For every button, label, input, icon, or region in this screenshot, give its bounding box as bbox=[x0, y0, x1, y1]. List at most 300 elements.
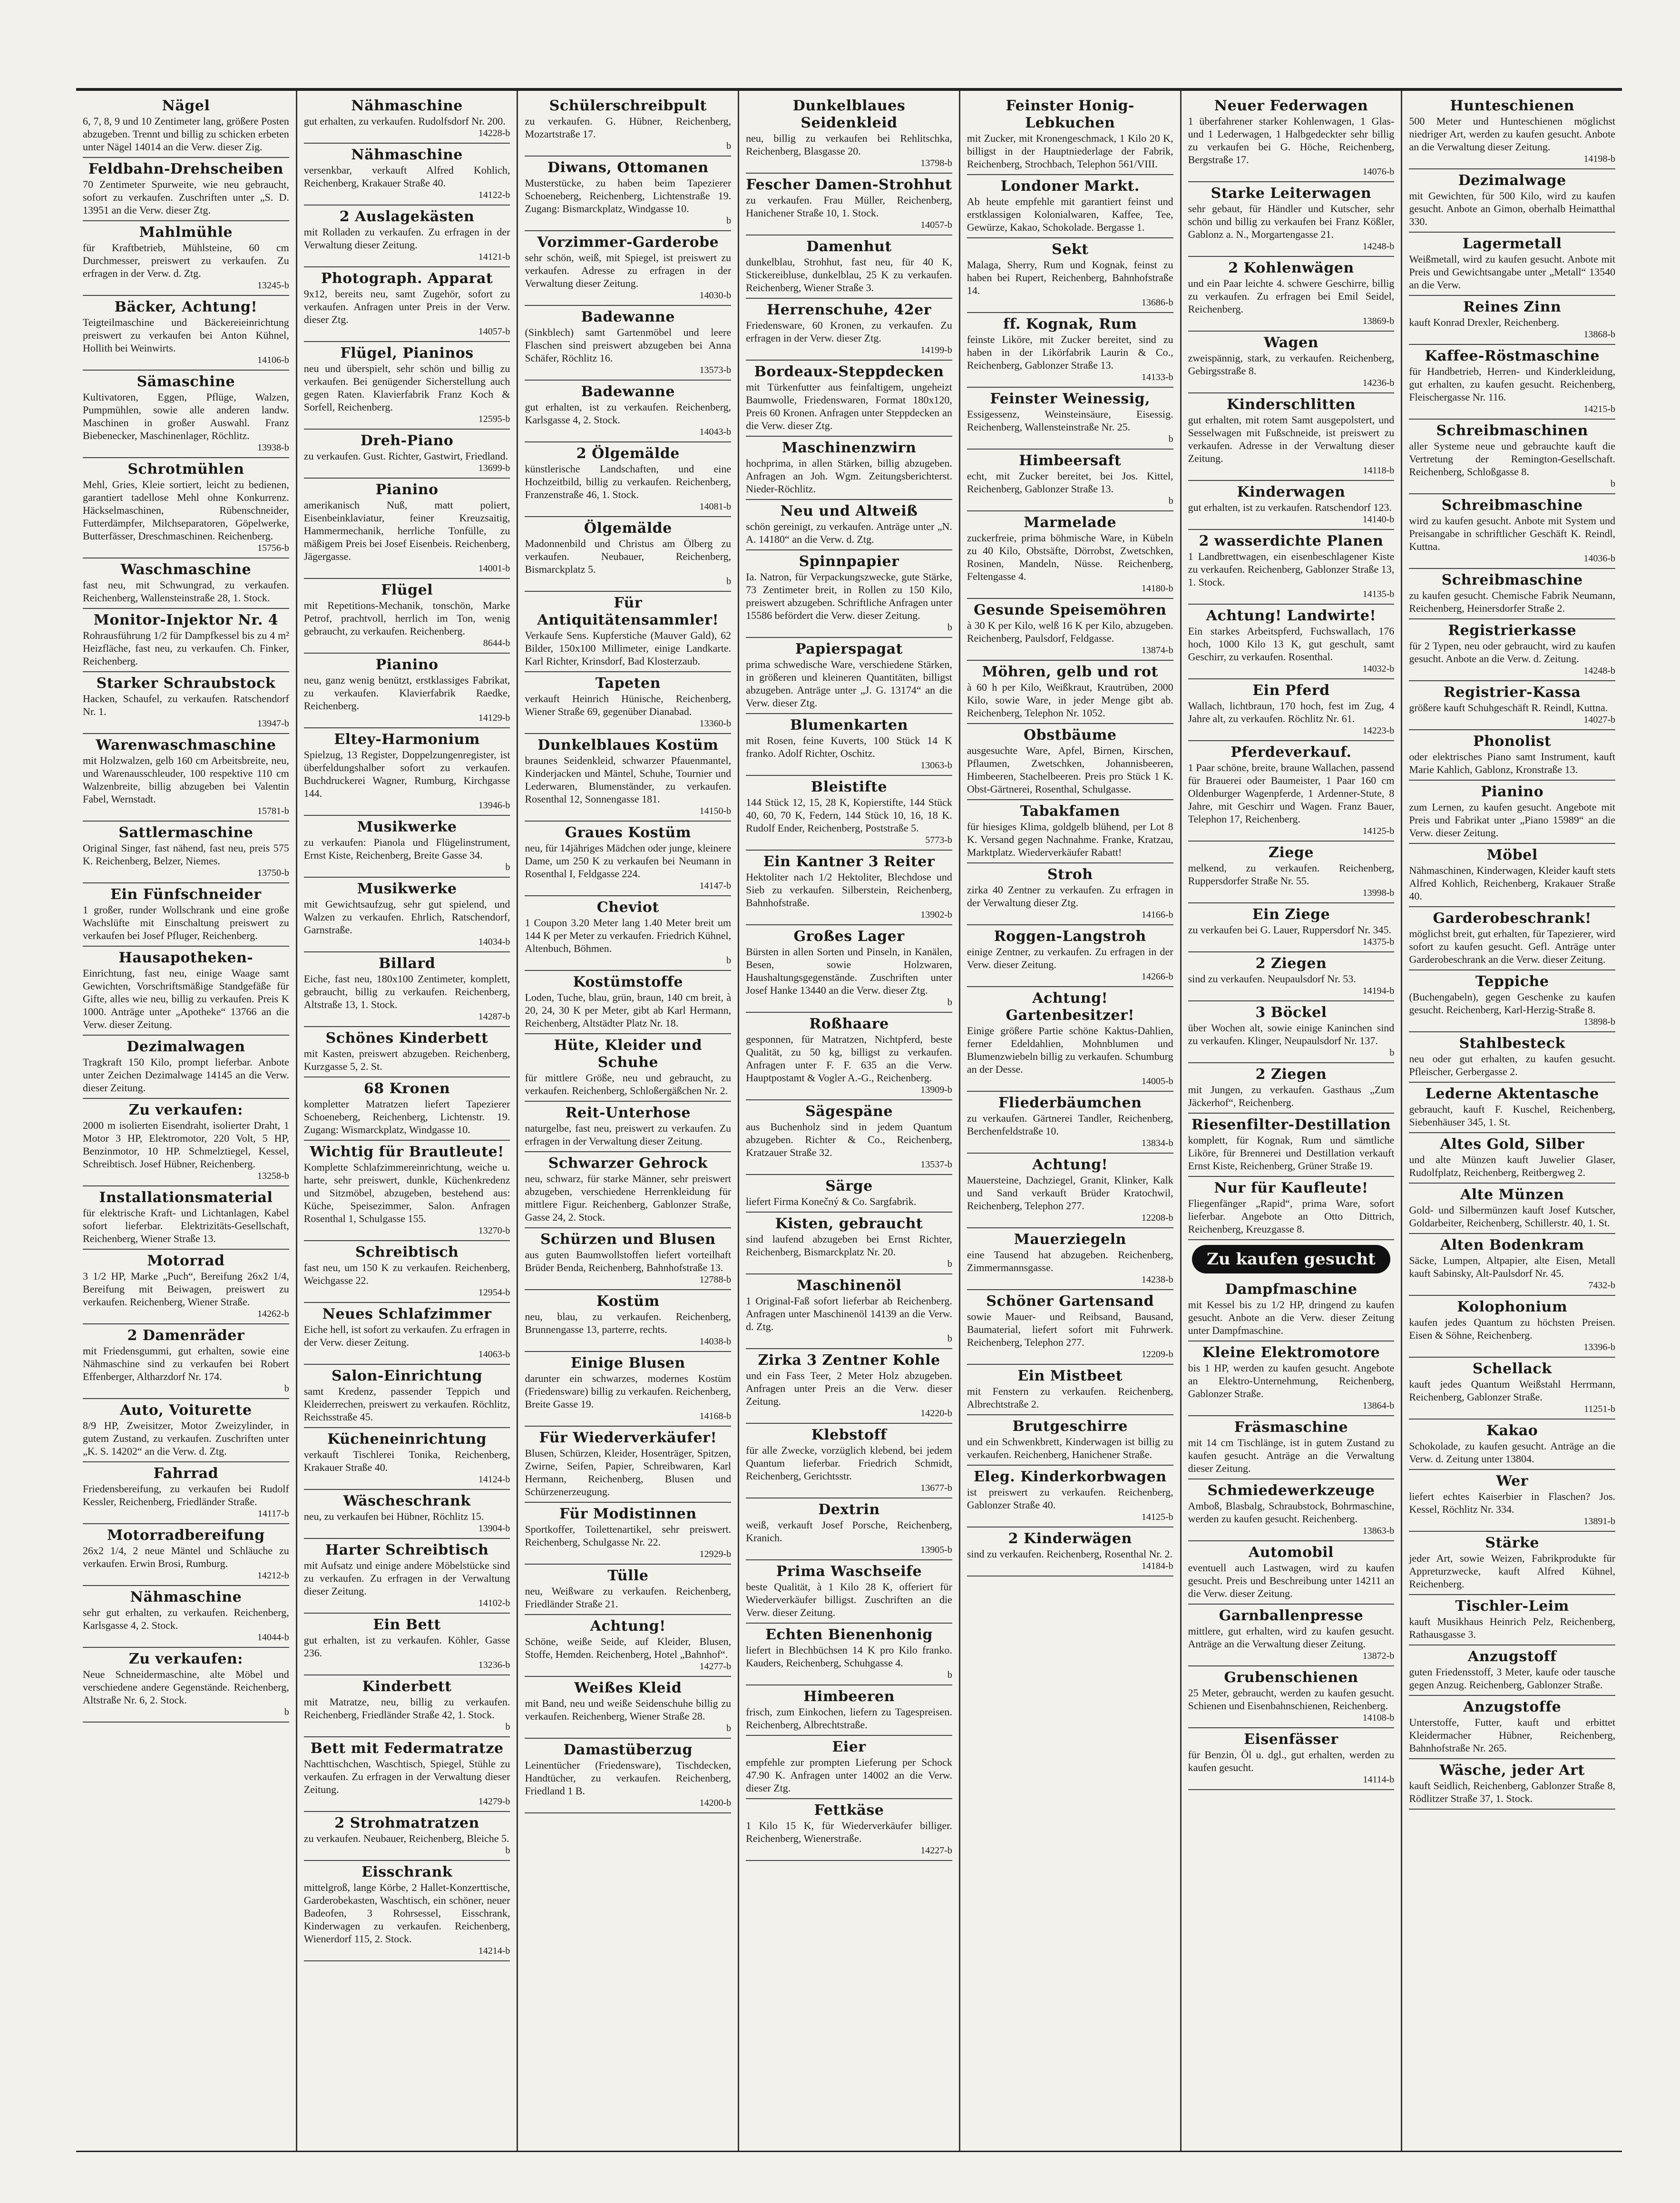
ad-reference-number: b bbox=[947, 1670, 952, 1680]
ad-body: eventuell auch Lastwagen, wird zu kaufen gesucht. Preis und Beschreibung unter 14211 an die Verw. dieser Zeitung. bbox=[1188, 1562, 1395, 1599]
ad-reference-number: 13245-b bbox=[257, 280, 289, 291]
classified-ad bbox=[967, 388, 1173, 450]
ad-title: Kakao bbox=[1486, 1422, 1538, 1439]
ad-body: mittlere, gut erhalten, wird zu kaufen gesucht. Anträge an die Verwaltung dieser Zeitung. bbox=[1188, 1625, 1395, 1650]
ad-reference-number: b bbox=[726, 141, 732, 151]
classified-ad bbox=[1409, 1032, 1615, 1083]
ad-title: Fettkäse bbox=[814, 1802, 884, 1819]
classified-ad bbox=[746, 1799, 952, 1861]
ad-title: Stroh bbox=[1047, 866, 1093, 883]
ad-body: mit Matratze, neu, billig zu verkaufen. Reichenberg, Friedländer Straße 42, 1. Stock. bbox=[303, 1696, 510, 1721]
ad-body: echt, mit Zucker bereitet, bei Jos. Kittel, Reichenberg, Gablonzer Straße 13. bbox=[967, 470, 1173, 495]
ad-title: Anzugstoff bbox=[1467, 1648, 1557, 1665]
ad-reference-number: 14036-b bbox=[1583, 553, 1616, 564]
ad-reference-number: b bbox=[947, 1333, 952, 1344]
classified-ad bbox=[525, 306, 731, 381]
ad-body: Schokolade, zu kaufen gesucht. Anträge an die Verw. d. Zeitung unter 13804. bbox=[1409, 1440, 1616, 1465]
ad-body: Weißmetall, wird zu kaufen gesucht. Anbote mit Preis und Gewichtsangabe unter „Metall“ 13540 an die Verw. bbox=[1409, 253, 1616, 291]
ad-title: Garderobeschrank! bbox=[1433, 910, 1592, 927]
ad-title: Fescher Damen-Strohhut bbox=[746, 176, 952, 193]
classified-ad bbox=[967, 450, 1173, 511]
classified-ad bbox=[304, 1490, 510, 1539]
ad-reference-number: 14106-b bbox=[257, 355, 289, 365]
ad-title: Badewanne bbox=[581, 309, 675, 325]
classified-ad bbox=[1409, 233, 1615, 296]
ad-reference-number: 14200-b bbox=[699, 1798, 732, 1808]
ad-title: Motorradbereifung bbox=[107, 1527, 265, 1544]
ad-reference-number: 14063-b bbox=[478, 1349, 510, 1360]
classified-ad bbox=[1188, 393, 1395, 481]
ad-body: kauft Seidlich, Reichenberg, Gablonzer Straße 8, Rödlitzer Straße 37, 1. Stock. bbox=[1409, 1780, 1616, 1804]
classified-ad bbox=[967, 599, 1173, 661]
classified-ad bbox=[525, 1034, 731, 1102]
ad-title: 2 Ölgemälde bbox=[576, 445, 680, 462]
ad-reference-number: 13874-b bbox=[1141, 645, 1173, 656]
ad-title: Achtung! Gartenbesitzer! bbox=[1006, 990, 1134, 1024]
ad-body: 1 Coupon 3.20 Meter lang 1.40 Meter breit um 144 K per Meter zu verkaufen. Friedrich Kühnel, Altenbuch, Böhmen. bbox=[525, 917, 732, 954]
ad-reference-number: b bbox=[726, 576, 732, 587]
classified-ad bbox=[304, 479, 510, 579]
ad-body: Ab heute empfehle mit garantiert feinst und erstklassigen Kolonialwaren, Kaffee, Tee, Gewürze, Kakao, Schokolade. Bergasse 1. bbox=[967, 196, 1173, 233]
ad-body: versenkbar, verkauft Alfred Kohlich, Reichenberg, Krakauer Straße 40. bbox=[303, 164, 510, 189]
ad-title: Lagermetall bbox=[1462, 235, 1562, 252]
ad-body: und ein Schwenkbrett, Kinderwagen ist billig zu verkaufen. Reichenberg, Hanichener Straße. bbox=[967, 1436, 1173, 1460]
ad-body: Hacken, Schaufel, zu verkaufen. Ratschendorf Nr. 1. bbox=[83, 693, 289, 717]
ad-title: Achtung! bbox=[590, 1618, 666, 1635]
ad-body: mittelgroß, lange Körbe, 2 Hallet-Konzerttische, Garderobekasten, Waschtisch, ein schöner, neuer Badeofen, 3 Rohrsessel, Eisschrank, Kinderwagen zu verkaufen. Reichenberg, Wienerdorf 115, 2. Stock. bbox=[303, 1881, 510, 1945]
ad-reference-number: 14248-b bbox=[1362, 241, 1395, 252]
ad-body: 1 Kilo 15 K, für Wiederverkäufer billiger. Reichenberg, Wienerstraße. bbox=[746, 1820, 952, 1844]
classified-ad bbox=[1188, 1416, 1395, 1479]
classified-ad bbox=[83, 822, 289, 883]
ad-title: Starke Leiterwagen bbox=[1211, 185, 1372, 202]
ad-reference-number: 13270-b bbox=[478, 1225, 510, 1236]
ad-title: Eltey-Harmonium bbox=[334, 731, 480, 748]
ad-body: jeder Art, sowie Weizen, Fabrikprodukte für Appreturzwecke, kauft Alfred Kühnel, Reichenberg. bbox=[1409, 1552, 1616, 1590]
classified-ad bbox=[1409, 296, 1615, 345]
ad-body: Nähmaschinen, Kinderwagen, Kleider kauft stets Alfred Kohlich, Reichenberg, Krakauer Straße 40. bbox=[1409, 864, 1616, 902]
ad-reference-number: 15756-b bbox=[257, 543, 289, 553]
classified-ad bbox=[304, 1365, 510, 1428]
classified-ad bbox=[1409, 730, 1615, 781]
classified-ad bbox=[746, 550, 952, 638]
ad-reference-number: 13902-b bbox=[920, 910, 952, 920]
ad-body: sehr gut erhalten, zu verkaufen. Reichenberg, Karlsgasse 4, 2. Stock. bbox=[83, 1606, 289, 1631]
classified-ad bbox=[83, 609, 289, 672]
ad-title: Schülerschreibpult bbox=[549, 98, 707, 114]
ad-title: Wäsche, jeder Art bbox=[1439, 1762, 1585, 1779]
classified-ad bbox=[1409, 1234, 1615, 1296]
classified-ad bbox=[967, 661, 1173, 724]
ad-body: 1 großer, runder Wollschrank und eine große Wachslüfte mit Einschaltung preiswert zu verkaufen bei Josef Pfluger, Reichenberg. bbox=[83, 904, 289, 941]
ad-reference-number: 11251-b bbox=[1584, 1404, 1616, 1414]
ad-title: Monitor-Injektor Nr. 4 bbox=[93, 612, 279, 628]
ad-title: Schöner Gartensand bbox=[986, 1293, 1154, 1310]
ad-body: wird zu kaufen gesucht. Anbote mit System und Preisangabe in schriftlicher Geschäft K. Reindl, Kuttna. bbox=[1409, 515, 1616, 552]
ad-body: neu, blau, zu verkaufen. Reichenberg, Brunnengasse 13, parterre, rechts. bbox=[525, 1311, 732, 1335]
ad-body: feinste Liköre, mit Zucker bereitet, sind zu haben in der Likörfabrik Laurin & Co., Reichenberg, Gablonzer Straße 13. bbox=[967, 333, 1173, 371]
classified-ad bbox=[525, 1503, 731, 1565]
ad-body: mit Holzwalzen, gelb 160 cm Arbeitsbreite, neu, und Warenausschleuder, 100 respektive 110 cm Walzenbreite, billig abzugeben bei Valentin Fabel, Wernstadt. bbox=[83, 754, 289, 805]
ad-title: Zirka 3 Zentner Kohle bbox=[758, 1352, 940, 1369]
ad-title: Ein Kantner 3 Reiter bbox=[763, 853, 935, 870]
ad-title: Installationsmaterial bbox=[99, 1189, 273, 1206]
ad-reference-number: 14034-b bbox=[478, 937, 510, 947]
classified-ad bbox=[967, 238, 1173, 313]
classified-ad bbox=[1409, 1420, 1615, 1470]
ad-body: schön gereinigt, zu verkaufen. Anträge unter „N. A. 14180“ an die Verw. d. Ztg. bbox=[746, 520, 952, 545]
ad-body: zum Lernen, zu kaufen gesucht. Angebote mit Preis und Fabrikat unter „Piano 15989“ an die Verw. dieser Zeitung. bbox=[1409, 801, 1616, 839]
ad-title: Sägespäne bbox=[805, 1103, 893, 1120]
ad-body: mit Kessel bis zu 1/2 HP, dringend zu kaufen gesucht. Anbote an die Verw. dieser Zeitung unter Dampfmaschine. bbox=[1188, 1299, 1395, 1336]
ad-body: eine Tausend hat abzugeben. Reichenberg, Zimmermannsgasse. bbox=[967, 1249, 1173, 1273]
classified-ad bbox=[304, 342, 510, 430]
ad-title: Dunkelblaues Seidenkleid bbox=[792, 98, 906, 131]
classified-ad bbox=[525, 381, 731, 442]
ad-title: Bordeaux-Steppdecken bbox=[754, 363, 944, 380]
ad-title: Tülle bbox=[607, 1567, 649, 1584]
ad-title: Mauerziegeln bbox=[1014, 1231, 1126, 1248]
classified-ad bbox=[967, 1228, 1173, 1290]
ad-title: Herrenschuhe, 42er bbox=[766, 302, 932, 318]
ad-title: Himbeeren bbox=[803, 1688, 895, 1705]
classified-ad bbox=[83, 1250, 289, 1324]
ad-body: Unterstoffe, Futter, kauft und erbittet Kleidermacher Hübner, Reichenberg, Bahnhofstraße Nr. 265. bbox=[1409, 1716, 1616, 1754]
classified-ad bbox=[746, 1349, 952, 1424]
ad-title: Eisschrank bbox=[361, 1864, 453, 1880]
ad-reference-number: 14266-b bbox=[1141, 971, 1173, 982]
ad-body: kauft jedes Quantum Weißstahl Herrmann, Reichenberg, Gablonzer Straße. bbox=[1409, 1378, 1616, 1403]
classified-ad bbox=[1409, 1358, 1615, 1420]
classified-ad bbox=[967, 1092, 1173, 1154]
classified-ad bbox=[1188, 95, 1395, 182]
ad-body: gut erhalten, mit rotem Samt ausgepolstert, und Sesselwagen mit Fußschneide, ist preiswert zu verkaufen. Adresse in der Verwaltung dieser Zeitung. bbox=[1188, 414, 1395, 464]
ad-body: neu, ganz wenig benützt, erstklassiges Fabrikat, zu verkaufen. Klavierfabrik Raedke, Reichenberg. bbox=[303, 674, 510, 712]
ad-reference-number: 14147-b bbox=[699, 881, 732, 891]
ad-body: 9x12, bereits neu, samt Zugehör, sofort zu verkaufen. Anfragen unter Preis in der Verw. dieser Ztg. bbox=[303, 288, 510, 325]
column-5 bbox=[960, 91, 1182, 2151]
ad-title: Papierspagat bbox=[795, 641, 903, 657]
ad-title: Ein Bett bbox=[373, 1616, 441, 1633]
classified-ad bbox=[967, 863, 1173, 925]
ad-body: künstlerische Landschaften, und eine Hochzeitbild, billig zu verkaufen. Reichenberg, Franzenstraße 46, 1. Stock. bbox=[525, 463, 732, 500]
classified-ad bbox=[1188, 1341, 1395, 1416]
ad-reference-number: 13360-b bbox=[699, 718, 732, 729]
classified-ad bbox=[746, 1013, 952, 1100]
ad-body: liefert Firma Konečný & Co. Sargfabrik. bbox=[746, 1195, 917, 1207]
classified-ad bbox=[1188, 1541, 1395, 1605]
ad-body: für Kraftbetrieb, Mühlsteine, 60 cm Durchmesser, preiswert zu verkaufen. Zu erfragen in der Verw. d. Ztg. bbox=[83, 242, 289, 279]
ad-body: sind zu verkaufen. Reichenberg, Rosenthal Nr. 2. bbox=[967, 1548, 1173, 1560]
ad-title: Alten Bodenkram bbox=[1440, 1237, 1584, 1253]
ad-body: kaufen jedes Quantum zu höchsten Preisen. Eisen & Söhne, Reichenberg. bbox=[1409, 1316, 1616, 1341]
ad-body: kauft Musikhaus Heinrich Pelz, Reichenberg, Rathausgasse 3. bbox=[1409, 1616, 1616, 1640]
ad-title: Maschinenzwirn bbox=[781, 440, 917, 456]
column-4 bbox=[739, 91, 960, 2151]
classified-ad bbox=[83, 458, 289, 558]
ad-reference-number: 14194-b bbox=[1362, 986, 1395, 996]
ad-body: gut erhalten, ist zu verkaufen. Ratschendorf 123. bbox=[1188, 501, 1392, 513]
ad-body: mit Fenstern zu verkaufen. Reichenberg, Albrechtstraße 2. bbox=[967, 1385, 1173, 1410]
ad-body: Ein starkes Arbeitspferd, Fuchswallach, 176 hoch, 1000 Kilo 13 K, gut geschult, samt Geschirr, zu verkaufen. Rosenthal. bbox=[1188, 625, 1395, 663]
classified-ad bbox=[304, 1675, 510, 1737]
classified-ad bbox=[1188, 481, 1395, 530]
ad-reference-number: 14108-b bbox=[1362, 1713, 1395, 1723]
classified-ad bbox=[525, 1228, 731, 1290]
ad-title: 2 Ziegen bbox=[1255, 955, 1327, 972]
ad-title: 2 Damenräder bbox=[127, 1327, 245, 1344]
ad-body: guten Friedensstoff, 3 Meter, kaufe oder tausche gegen Anzug. Reichenberg, Gablonzer Straße. bbox=[1409, 1666, 1616, 1691]
ad-reference-number: 14005-b bbox=[1141, 1076, 1173, 1087]
classified-ad bbox=[304, 1539, 510, 1614]
classified-ad bbox=[967, 1154, 1173, 1228]
ad-reference-number: 14044-b bbox=[257, 1632, 289, 1643]
ad-body: für elektrische Kraft- und Lichtanlagen, Kabel sofort lieferbar. Elektrizitäts-Gesellschaft, Reichenberg, Wiener Straße 13. bbox=[83, 1207, 289, 1244]
ad-title: 2 Ziegen bbox=[1255, 1066, 1327, 1083]
ad-reference-number: 14114-b bbox=[1363, 1774, 1395, 1785]
ad-body: ist preiswert zu verkaufen. Reichenberg, Gablonzer Straße 40. bbox=[967, 1486, 1173, 1511]
ad-title: Einige Blusen bbox=[570, 1355, 685, 1371]
ad-title: Stahlbesteck bbox=[1459, 1035, 1565, 1052]
ad-title: Spinnpapier bbox=[799, 553, 899, 570]
classified-ad bbox=[746, 1175, 952, 1213]
ad-title: Registrierkasse bbox=[1448, 622, 1577, 639]
classified-ad bbox=[1188, 679, 1395, 741]
ad-body: neu, zu verkaufen bei Hübner, Röchlitz 15. bbox=[303, 1510, 484, 1522]
classified-ad bbox=[1409, 1133, 1615, 1184]
ad-body: für alle Zwecke, vorzüglich klebend, bei jedem Quantum lieferbar. Friedrich Schmidt, Reichenberg, Gerichtsstr. bbox=[746, 1444, 952, 1482]
ad-reference-number: 13905-b bbox=[920, 1545, 952, 1555]
ad-reference-number: 13798-b bbox=[920, 158, 952, 168]
ad-body: neu, Weißware zu verkaufen. Reichenberg, Friedländer Straße 21. bbox=[525, 1585, 732, 1610]
classified-ad bbox=[967, 1290, 1173, 1365]
ad-body: fast neu, um 150 K zu verkaufen. Reichenberg, Weichgasse 22. bbox=[303, 1262, 510, 1286]
ad-reference-number: 14227-b bbox=[920, 1845, 952, 1856]
classified-ad bbox=[1409, 569, 1615, 619]
classified-ad bbox=[525, 1565, 731, 1615]
ad-title: Tabakfamen bbox=[1020, 803, 1120, 820]
classified-ad bbox=[83, 734, 289, 822]
ad-title: Feinster Honig-Lebkuchen bbox=[1006, 98, 1134, 131]
ad-body: gut erhalten, zu verkaufen. Rudolfsdorf Nr. 200. bbox=[303, 115, 506, 127]
ad-title: Schürzen und Blusen bbox=[540, 1231, 716, 1248]
ad-body: für 2 Typen, neu oder gebraucht, wird zu kaufen gesucht. Anbote an die Verw. d. Zeitung. bbox=[1409, 640, 1616, 665]
ad-body: zirka 40 Zentner zu verkaufen. Zu erfragen in der Verwaltung dieser Ztg. bbox=[967, 884, 1173, 909]
classified-ad bbox=[1188, 182, 1395, 257]
classified-ad bbox=[83, 296, 289, 371]
ad-title: Blumenkarten bbox=[790, 717, 908, 734]
ad-body: Einige größere Partie schöne Kaktus-Dahlien, ferner Edeldahlien, Mohnblumen und Blumenzwiebeln billig zu verkaufen. Schumburg an der Desse. bbox=[967, 1025, 1173, 1075]
ad-body: (Buchengabeln), gegen Geschenke zu kaufen gesucht. Reichenberg, Karl-Herzig-Straße 8. bbox=[1409, 991, 1616, 1016]
ad-title: Auto, Voiturette bbox=[120, 1402, 252, 1419]
classified-ad bbox=[1409, 681, 1615, 730]
classified-ad bbox=[83, 1186, 289, 1250]
classified-ad bbox=[967, 724, 1173, 800]
ad-reference-number: 14248-b bbox=[1583, 666, 1616, 676]
ad-body: Wallach, lichtbraun, 170 hoch, fest im Zug, 4 Jahre alt, zu verkaufen. Röchlitz Nr. 61. bbox=[1188, 700, 1395, 725]
ad-title: Kinderschlitten bbox=[1226, 396, 1356, 413]
ad-reference-number: 14038-b bbox=[699, 1336, 732, 1347]
ad-body: größere kauft Schuhgeschäft R. Reindl, Kuttna. bbox=[1409, 702, 1608, 714]
ad-body: sind zu verkaufen. Neupaulsdorf Nr. 53. bbox=[1188, 973, 1356, 985]
classified-ad bbox=[746, 437, 952, 500]
classified-ad bbox=[304, 206, 510, 267]
ad-reference-number: b bbox=[284, 1383, 289, 1394]
ad-reference-number: 13998-b bbox=[1362, 888, 1395, 898]
ad-body: liefert echtes Kaiserbier in Flaschen? Jos. Kessel, Röchlitz Nr. 334. bbox=[1409, 1490, 1616, 1515]
ad-reference-number: 14081-b bbox=[699, 501, 732, 512]
ad-title: Achtung! Landwirte! bbox=[1206, 607, 1377, 624]
classified-ad bbox=[967, 95, 1173, 175]
ad-title: Kisten, gebraucht bbox=[775, 1215, 923, 1232]
ad-body: hochprima, in allen Stärken, billig abzugeben. Anfragen an Joh. Wgm. Zeitungsberichterst. Nieder-Röchlitz. bbox=[746, 457, 952, 495]
classified-ad bbox=[1409, 1759, 1615, 1810]
ad-title: Teppiche bbox=[1475, 973, 1549, 990]
ad-reference-number: b bbox=[726, 1723, 732, 1733]
ad-body: und ein Paar leichte 4. schwere Geschirre, billig zu verkaufen. Zu erfragen bei Emil Seidel, Reichenberg. bbox=[1188, 277, 1395, 315]
ad-body: fast neu, mit Schwungrad, zu verkaufen. Reichenberg, Wallensteinstraße 28, 1. Stock. bbox=[83, 579, 289, 604]
ad-reference-number: b bbox=[1611, 479, 1616, 489]
ad-title: Fräsmaschine bbox=[1234, 1419, 1348, 1436]
classified-ad bbox=[304, 579, 510, 654]
ad-title: Reines Zinn bbox=[1463, 299, 1562, 315]
classified-ad bbox=[746, 1424, 952, 1498]
ad-body: Teigteilmaschine und Bäckereieinrichtung preiswert zu verkaufen bei Anton Kühnel, Hollith bei Weinwirts. bbox=[83, 316, 289, 354]
ad-title: Riesenfilter-Destillation bbox=[1191, 1116, 1391, 1133]
ad-body: beste Qualität, à 1 Kilo 28 K, offeriert für Wiederverkäufer billigst. Zuschriften an die Verw. dieser Zeitung. bbox=[746, 1581, 952, 1618]
ad-title: Roggen-Langstroh bbox=[994, 928, 1146, 945]
ad-title: Bäcker, Achtung! bbox=[114, 299, 258, 315]
classified-ad bbox=[83, 1399, 289, 1462]
classified-ad bbox=[746, 500, 952, 550]
ad-title: Hunteschienen bbox=[1450, 98, 1574, 114]
ad-title: Zu verkaufen: bbox=[128, 1102, 243, 1118]
ad-reference-number: 13699-b bbox=[478, 463, 510, 473]
ad-reference-number: 14168-b bbox=[699, 1411, 732, 1421]
ad-title: Graues Kostüm bbox=[565, 824, 691, 841]
ad-body: zu verkaufen: Pianola und Flügelinstrument, Ernst Kiste, Reichenberg, Breite Gasse 34. bbox=[303, 836, 510, 861]
classified-ad bbox=[83, 1099, 289, 1186]
classified-ad bbox=[746, 1624, 952, 1685]
classified-ad bbox=[1409, 1645, 1615, 1696]
ad-reference-number: 14238-b bbox=[1141, 1274, 1173, 1285]
ad-body: darunter ein schwarzes, modernes Kostüm (Friedensware) billig zu verkaufen. Reichenberg, Breite Gasse 19. bbox=[525, 1372, 732, 1410]
ad-reference-number: 13938-b bbox=[257, 442, 289, 453]
classified-ad bbox=[967, 925, 1173, 987]
classified-ad bbox=[525, 896, 731, 971]
ad-title: Bett mit Federmatratze bbox=[310, 1740, 504, 1757]
ad-title: Kleine Elektromotore bbox=[1202, 1344, 1380, 1361]
ad-body: Tragkraft 150 Kilo, prompt lieferbar. Anbote unter Zeichen Dezimalwage 14145 an die Verw. dieser Zeitung. bbox=[83, 1056, 289, 1094]
classified-ad bbox=[746, 1685, 952, 1736]
ad-body: Komplette Schlafzimmereinrichtung, weiche u. harte, sehr preiswert, dunkle, Küchenkredenz und Sitzmöbel, abzugeben, bestehend aus: Küche, Speisezimmer, Salon. Anfragen Rosenthal 1, Schulgasse 155. bbox=[303, 1161, 510, 1224]
ad-title: Grubenschienen bbox=[1224, 1669, 1358, 1686]
ad-title: Waschmaschine bbox=[120, 561, 252, 578]
classified-ad bbox=[525, 822, 731, 896]
ad-body: Neue Schneidermaschine, alte Möbel und verschiedene andere Gegenstände. Reichenberg, Altstraße Nr. 6, 2. Stock. bbox=[83, 1668, 289, 1706]
classified-ad bbox=[83, 1036, 289, 1099]
ad-reference-number: 14262-b bbox=[257, 1309, 289, 1319]
classified-ad bbox=[1409, 1184, 1615, 1234]
ad-body: möglichst breit, gut erhalten, für Tapezierer, wird sofort zu kaufen gesucht. Gefl. Anträge unter Garderobeschrank an die Verw. dieser Zeitung. bbox=[1409, 928, 1616, 965]
ad-title: Neu und Altweiß bbox=[780, 503, 918, 519]
ad-body: für mittlere Größe, neu und gebraucht, zu verkaufen. Reichenberg, Schloßergäßchen Nr. 2. bbox=[525, 1072, 732, 1097]
ad-body: 26x2 1/4, 2 neue Mäntel und Schläuche zu verkaufen. Erwin Brosi, Rumburg. bbox=[83, 1545, 289, 1569]
ad-body: Spielzug, 13 Register, Doppelzungenregister, ist überfeldungshalber sofort zu verkaufen. Buchdruckerei Wagner, Rumburg, Kirchgasse 144. bbox=[303, 749, 510, 799]
ad-reference-number: 14223-b bbox=[1362, 725, 1395, 736]
ad-body: (Sinkblech) samt Gartenmöbel und leere Flaschen sind preiswert abzugeben bei Anna Schäfer, Röchlitz 16. bbox=[525, 326, 732, 364]
ad-title: Marmelade bbox=[1024, 514, 1117, 531]
ad-title: Automobil bbox=[1248, 1544, 1334, 1561]
ad-body: empfehle zur prompten Lieferung per Schock 47.90 K. Anfragen unter 14002 an die Verw. dieser Ztg. bbox=[746, 1756, 952, 1794]
ad-body: mit Rolladen zu verkaufen. Zu erfragen in der Verwaltung dieser Zeitung. bbox=[303, 226, 510, 251]
ad-title: Ein Pferd bbox=[1252, 682, 1330, 699]
ad-reference-number: b bbox=[505, 862, 510, 872]
ad-title: Kolophonium bbox=[1457, 1299, 1568, 1315]
ad-reference-number: 14129-b bbox=[478, 713, 510, 723]
ad-body: liefert in Blechbüchsen 14 K pro Kilo franko. Kauders, Reichenberg, Schuhgasse 4. bbox=[746, 1644, 952, 1669]
ad-reference-number: 14287-b bbox=[478, 1011, 510, 1022]
classified-ad bbox=[525, 1615, 731, 1677]
ad-title: Diwans, Ottomanen bbox=[547, 159, 709, 176]
ad-title: Hüte, Kleider und Schuhe bbox=[554, 1037, 702, 1071]
ad-body: mit Rosen, feine Kuverts, 100 Stück 14 K franko. Adolf Richter, Oschitz. bbox=[746, 734, 952, 759]
ad-title: Cheviot bbox=[596, 899, 659, 916]
classified-ad bbox=[1188, 1278, 1395, 1341]
ad-body: mit Türkenfutter aus feinfaltigem, ungeheizt Baumwolle, Friedenswaren, Format 180x120, Preis 60 Kronen. Anfragen unter Steppdecken an die Verw. dieser Ztg. bbox=[746, 381, 952, 431]
classified-ad bbox=[967, 1365, 1173, 1415]
ad-title: Ölgemälde bbox=[584, 520, 672, 537]
classified-ad bbox=[967, 511, 1173, 599]
ad-title: Pianino bbox=[375, 481, 439, 498]
classified-ad bbox=[304, 1737, 510, 1812]
ad-body: zu verkaufen. Frau Müller, Reichenberg, Hanichener Straße 10, 1. Stock. bbox=[746, 194, 952, 219]
classified-ad bbox=[967, 1527, 1173, 1576]
ad-title: 2 wasserdichte Planen bbox=[1199, 533, 1384, 549]
ad-body: 1 Original-Faß sofort lieferbar ab Reichenberg. Anfragen unter Maschinenöl 14139 an die Verw. d. Ztg. bbox=[746, 1295, 952, 1332]
ad-title: Motorrad bbox=[147, 1253, 225, 1269]
ad-reference-number: 13864-b bbox=[1362, 1400, 1395, 1411]
column-2 bbox=[297, 91, 518, 2151]
ad-title: 2 Auslagekästen bbox=[339, 208, 475, 225]
ad-title: Feinster Weinessig, bbox=[990, 391, 1151, 407]
ad-reference-number: 14375-b bbox=[1362, 937, 1395, 947]
ad-reference-number: 13946-b bbox=[478, 800, 510, 811]
ad-title: Dezimalwagen bbox=[127, 1038, 245, 1055]
classified-ad bbox=[746, 1100, 952, 1175]
ad-reference-number: 14122-b bbox=[478, 190, 510, 200]
ad-body: Hektoliter nach 1/2 Hektoliter, Blechdose und Sieb zu verkaufen. Silberstein, Reichenberg, Bahnhofstraße. bbox=[746, 871, 952, 909]
classified-ad bbox=[304, 1241, 510, 1303]
ad-title: Ein Ziege bbox=[1252, 906, 1330, 923]
ad-title: Billard bbox=[378, 955, 436, 972]
ad-title: Echten Bienenhonig bbox=[765, 1626, 933, 1643]
column-7 bbox=[1402, 91, 1622, 2151]
classified-ad bbox=[1409, 1595, 1615, 1645]
classified-ad bbox=[1409, 494, 1615, 569]
ad-reference-number: b bbox=[505, 1722, 510, 1732]
classified-ad bbox=[1409, 1470, 1615, 1532]
ad-reference-number: 14135-b bbox=[1362, 589, 1395, 599]
classified-ad bbox=[1409, 95, 1615, 169]
ad-title: Dunkelblaues Kostüm bbox=[537, 737, 719, 754]
ad-body: ausgesuchte Ware, Apfel, Birnen, Kirschen, Pflaumen, Zwetschken, Johannisbeeren, Himbeeren, Stachelbeeren. Preis pro Stück 1 K. Obst-Gärtnerei, Rosenthal, Schulgasse. bbox=[967, 744, 1173, 795]
ad-body: Mauersteine, Dachziegel, Granit, Klinker, Kalk und Sand verkauft Brüder Kratochwil, Reichenberg, Telephon 277. bbox=[967, 1174, 1173, 1212]
ad-reference-number: b bbox=[947, 997, 952, 1008]
ad-body: samt Kredenz, passender Teppich und Kleiderrechen, preiswert zu verkaufen. Röchlitz, Reichsstraße 45. bbox=[303, 1385, 510, 1423]
ad-title: Roßhaare bbox=[809, 1016, 889, 1032]
ad-body: aus Buchenholz sind in jedem Quantum abzugeben. Richter & Co., Reichenberg, Kratzauer Straße 32. bbox=[746, 1121, 952, 1158]
